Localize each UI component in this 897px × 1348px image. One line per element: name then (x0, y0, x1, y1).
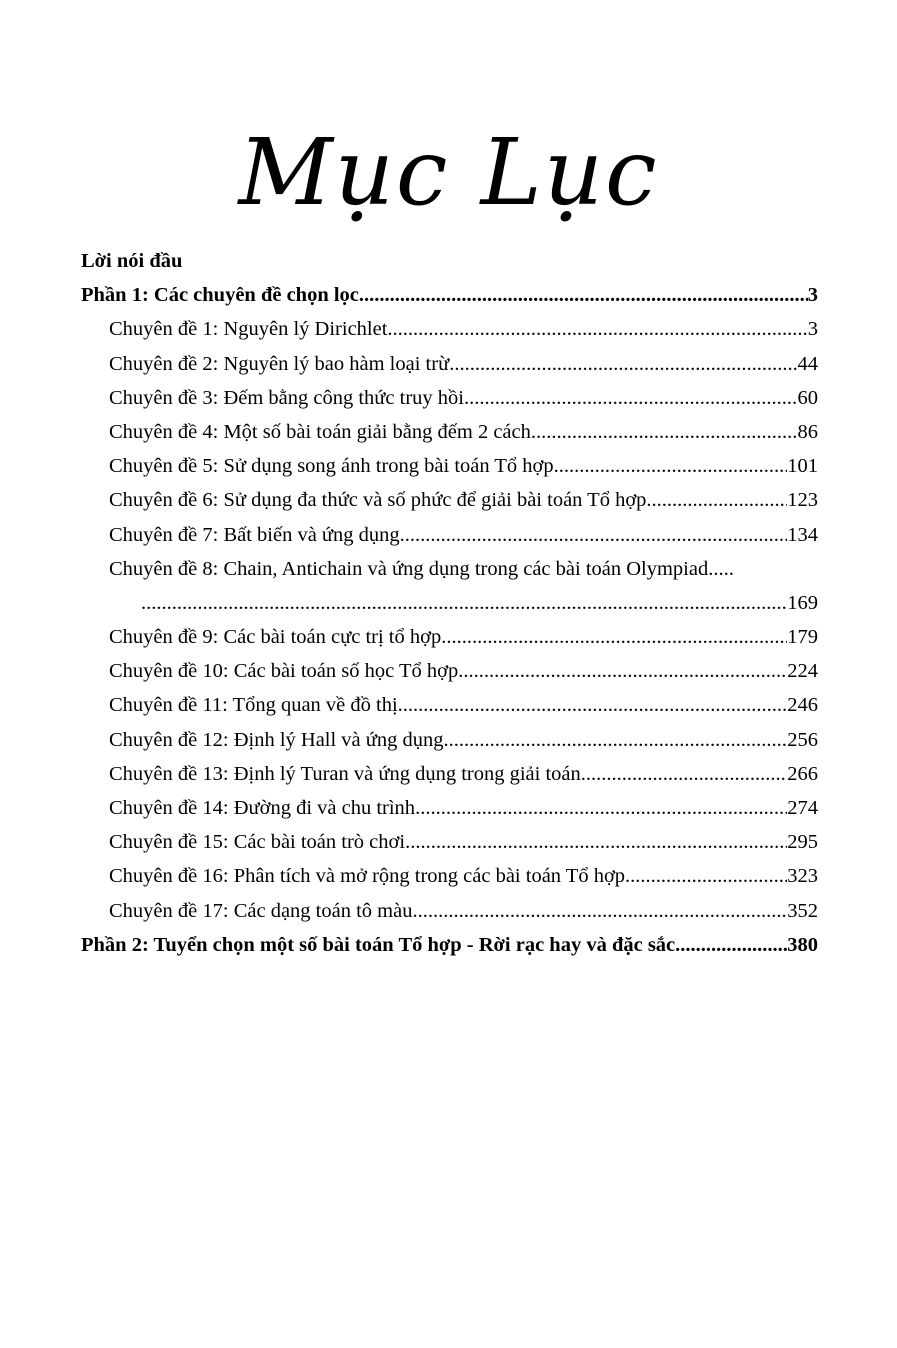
toc-entry-chapter-7[interactable] (81, 518, 818, 552)
toc-entry-label: Chuyên đề 9: Các bài toán cực trị tổ hợp (109, 626, 442, 649)
toc-entry-chapter-17[interactable] (81, 894, 818, 928)
dot-leader (449, 347, 797, 381)
toc-entry-label: Chuyên đề 3: Đếm bằng công thức truy hồi (109, 386, 464, 409)
toc-entry-label: Chuyên đề 14: Đường đi và chu trình (109, 797, 416, 819)
toc-page-number: 323 (787, 865, 818, 888)
toc-entry-chapter-15[interactable] (81, 825, 818, 859)
toc-entry-preface[interactable] (81, 244, 818, 278)
toc-entry-label: Phần 1: Các chuyên đề chọn lọc (81, 284, 359, 307)
toc-entry-label: Chuyên đề 16: Phân tích và mở rộng trong các bài toán Tổ hợp (109, 865, 626, 888)
dot-leader (405, 825, 787, 859)
dot-leader (531, 415, 798, 449)
toc-entry-chapter-3[interactable] (81, 381, 818, 415)
dot-leader (387, 312, 807, 346)
toc-page-number: 169 (787, 591, 818, 614)
toc-entry-chapter-8[interactable] (81, 552, 818, 586)
dot-leader (415, 791, 787, 825)
toc-entry-chapter-16[interactable] (81, 859, 818, 893)
toc-entry-label: Chuyên đề 2: Nguyên lý bao hàm loại trừ (109, 352, 450, 375)
toc-page-number: 352 (787, 899, 818, 922)
toc-entry-chapter-13[interactable] (81, 757, 818, 791)
toc-page-number: 380 (787, 933, 818, 956)
dot-leader (400, 518, 788, 552)
dot-leader (625, 859, 787, 893)
toc-page-number: 295 (787, 831, 818, 854)
toc-page-number: 266 (787, 762, 818, 785)
toc-entry-chapter-2[interactable] (81, 347, 818, 381)
toc-entry-chapter-10[interactable] (81, 654, 818, 688)
toc-entry-chapter-11[interactable] (81, 688, 818, 722)
toc-page-number: 134 (787, 523, 818, 546)
dot-leader (581, 757, 787, 791)
toc-page-number: 101 (787, 455, 818, 478)
toc-entry-label: Chuyên đề 5: Sử dụng song ánh trong bài toán Tổ hợp (109, 455, 554, 478)
toc-entry-label: Chuyên đề 17: Các dạng toán tô màu (109, 899, 413, 922)
toc-entry-label: Chuyên đề 12: Định lý Hall và ứng dụng (109, 728, 444, 751)
toc-page-number: 86 (797, 420, 818, 443)
toc-entry-label: Chuyên đề 1: Nguyên lý Dirichlet (109, 318, 388, 341)
dot-leader (359, 278, 808, 312)
toc-entry-label: Phần 2: Tuyển chọn một số bài toán Tổ hợp - Rời rạc hay và đặc sắc (81, 933, 676, 956)
toc-entry-chapter-1[interactable] (81, 312, 818, 346)
toc-page-number: 274 (787, 797, 818, 819)
dot-leader (398, 688, 788, 722)
dot-leader (554, 449, 788, 483)
dot-leader (464, 381, 798, 415)
toc-page-number: 179 (787, 626, 818, 649)
toc-page-number: 3 (807, 318, 818, 341)
toc-entry-part-2[interactable] (81, 928, 818, 962)
toc-entry-chapter-12[interactable] (81, 723, 818, 757)
toc-entry-label: Chuyên đề 4: Một số bài toán giải bằng đếm 2 cách (109, 420, 531, 443)
toc-entry-chapter-6[interactable] (81, 483, 818, 517)
toc-entry-label: Chuyên đề 6: Sử dụng đa thức và số phức để giải bài toán Tổ hợp (109, 489, 647, 512)
dot-leader (441, 620, 787, 654)
toc-page-number: 246 (787, 694, 818, 717)
toc-entry-label: Chuyên đề 10: Các bài toán số học Tổ hợp (109, 660, 459, 683)
dot-leader (646, 483, 787, 517)
toc-entry-chapter-5[interactable] (81, 449, 818, 483)
dot-leader (444, 723, 788, 757)
toc-page-number: 44 (797, 352, 818, 375)
toc-page-number: 60 (797, 386, 818, 409)
toc-entry-chapter-8-continuation[interactable] (81, 586, 818, 620)
toc-page-number: 3 (807, 284, 818, 307)
toc-entry-label: Chuyên đề 11: Tổng quan về đồ thị (109, 694, 398, 717)
toc-entry-chapter-14[interactable] (81, 791, 818, 825)
toc-entry-label: Chuyên đề 8: Chain, Antichain và ứng dụng trong các bài toán Olympiad..... (109, 557, 734, 580)
dot-leader (675, 928, 787, 962)
dot-leader (141, 586, 787, 620)
toc-page-number: 256 (787, 728, 818, 751)
toc-entry-label: Chuyên đề 15: Các bài toán trò chơi (109, 831, 406, 854)
dot-leader (458, 654, 787, 688)
toc-entry-label: Chuyên đề 13: Định lý Turan và ứng dụng trong giải toán (109, 762, 581, 785)
toc-entry-chapter-4[interactable] (81, 415, 818, 449)
toc-page-number: 224 (787, 660, 818, 683)
toc-page-number: 123 (787, 489, 818, 512)
toc-entry-label: Lời nói đầu (81, 250, 183, 272)
toc-entry-part-1[interactable] (81, 278, 818, 312)
dot-leader (412, 894, 787, 928)
table-of-contents (81, 244, 818, 962)
toc-entry-chapter-9[interactable] (81, 620, 818, 654)
page-title: Mục Lục (238, 119, 659, 226)
toc-entry-label: Chuyên đề 7: Bất biến và ứng dụng (109, 523, 400, 546)
